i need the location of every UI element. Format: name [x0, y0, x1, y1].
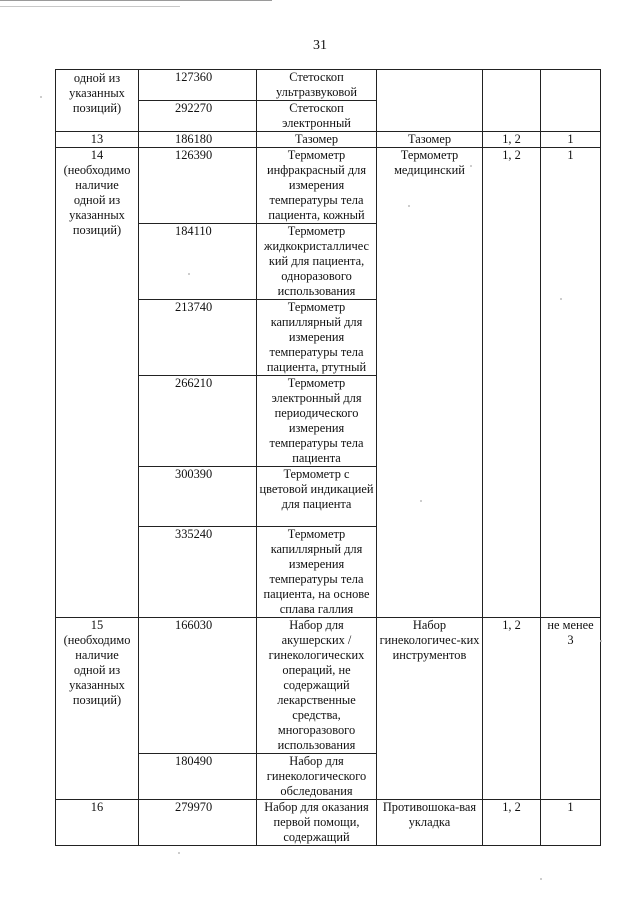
item-name-cell: Термометр жидкокристалличес кий для пациента, одноразового использования — [257, 224, 377, 300]
equipment-table — [55, 69, 601, 846]
section-cell — [483, 70, 541, 132]
code-cell: 213740 — [139, 300, 257, 376]
table-row — [56, 70, 601, 101]
item-name-cell: Тазомер — [257, 132, 377, 148]
table-row — [56, 618, 601, 754]
item-name-cell: Термометр инфракрасный для измерения температуры тела пациента, кожный — [257, 148, 377, 224]
equipment-type-cell: Набор гинекологичес-ких инструментов — [377, 618, 483, 800]
table-row — [56, 800, 601, 846]
scan-speck — [420, 500, 422, 502]
quantity-cell: 1 — [541, 800, 601, 846]
row-number-cell: одной из указанных позиций) — [56, 70, 139, 132]
scan-speck — [600, 640, 602, 642]
row-number-cell: 14 (необходимо наличие одной из указанных позиций) — [56, 148, 139, 618]
section-cell: 1, 2 — [483, 148, 541, 618]
code-cell: 266210 — [139, 376, 257, 467]
code-cell: 127360 — [139, 70, 257, 101]
code-cell: 180490 — [139, 754, 257, 800]
table-row — [56, 132, 601, 148]
item-name-cell: Термометр капиллярный для измерения температуры тела пациента, ртутный — [257, 300, 377, 376]
item-name-cell: Термометр капиллярный для измерения температуры тела пациента, на основе сплава галлия — [257, 527, 377, 618]
scan-speck — [408, 205, 410, 207]
scan-speck — [470, 165, 472, 167]
row-number-cell: 15 (необходимо наличие одной из указанных позиций) — [56, 618, 139, 800]
equipment-type-cell: Термометр медицинский — [377, 148, 483, 618]
scan-speck — [540, 878, 542, 880]
quantity-cell: не менее 3 — [541, 618, 601, 800]
code-cell: 186180 — [139, 132, 257, 148]
code-cell: 126390 — [139, 148, 257, 224]
section-cell: 1, 2 — [483, 618, 541, 800]
item-name-cell: Термометр электронный для периодического измерения температуры тела пациента — [257, 376, 377, 467]
quantity-cell — [541, 70, 601, 132]
section-cell: 1, 2 — [483, 800, 541, 846]
item-name-cell: Термометр с цветовой индикацией для пациента — [257, 467, 377, 527]
equipment-type-cell: Противошока-вая укладка — [377, 800, 483, 846]
equipment-type-cell: Тазомер — [377, 132, 483, 148]
scan-speck — [178, 852, 180, 854]
code-cell: 300390 — [139, 467, 257, 527]
table-row — [56, 148, 601, 224]
scan-speck — [188, 273, 190, 275]
row-number-cell: 13 — [56, 132, 139, 148]
quantity-cell: 1 — [541, 148, 601, 618]
item-name-cell: Стетоскоп ультразвуковой — [257, 70, 377, 101]
row-number-cell: 16 — [56, 800, 139, 846]
item-name-cell: Набор для гинекологического обследования — [257, 754, 377, 800]
quantity-cell: 1 — [541, 132, 601, 148]
page-number: 31 — [313, 38, 327, 53]
code-cell: 292270 — [139, 101, 257, 132]
scan-speck — [40, 96, 42, 98]
scan-top-rule-faint — [0, 6, 180, 7]
code-cell: 184110 — [139, 224, 257, 300]
item-name-cell: Набор для оказания первой помощи, содержащий — [257, 800, 377, 846]
equipment-type-cell — [377, 70, 483, 132]
section-cell: 1, 2 — [483, 132, 541, 148]
item-name-cell: Стетоскоп электронный — [257, 101, 377, 132]
scan-top-rule — [0, 0, 272, 1]
code-cell: 166030 — [139, 618, 257, 754]
item-name-cell: Набор для акушерских /гинекологических операций, не содержащий лекарственные средства, многоразового использования — [257, 618, 377, 754]
scan-speck — [560, 298, 562, 300]
code-cell: 279970 — [139, 800, 257, 846]
code-cell: 335240 — [139, 527, 257, 618]
